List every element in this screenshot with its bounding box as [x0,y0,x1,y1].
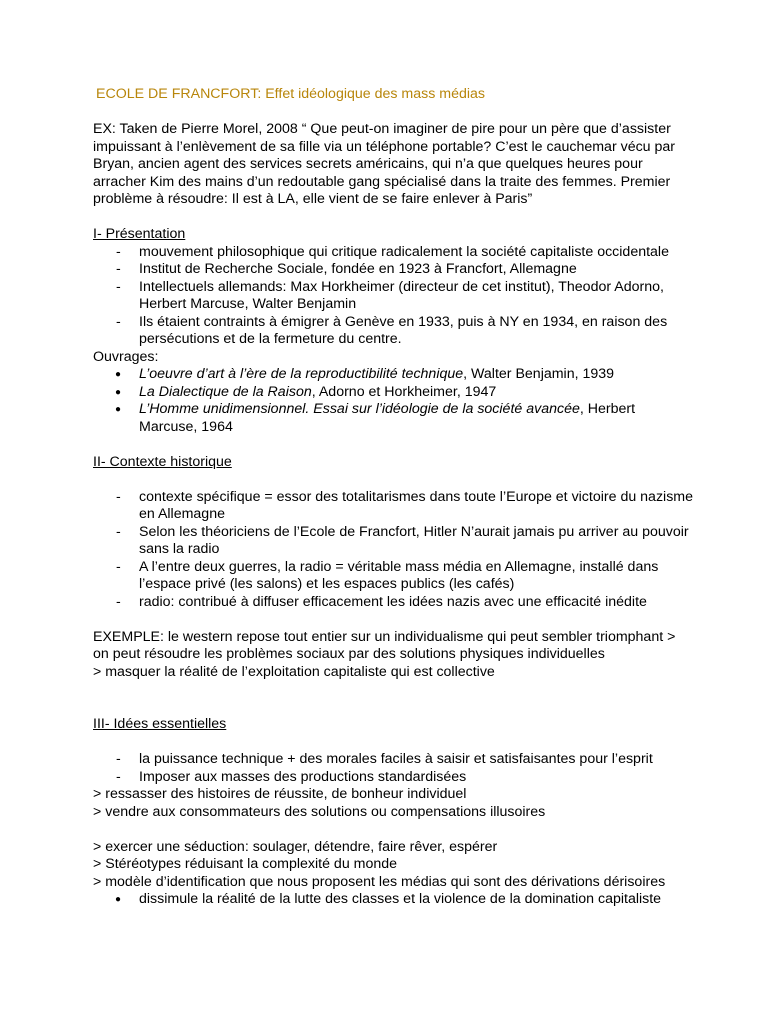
ideas-list [93,751,693,786]
list-item: - Ils étaient contraints à émigrer à Genève en 1933, puis à NY en 1934, en raison des persécutions et de la fermeture du centre. [116,313,668,347]
idea-line: > modèle d’identification que nous proposent les médias qui sont des dérivations dérisoires [93,873,666,890]
document-title: ECOLE DE FRANCFORT: Effet idéologique des mass médias [96,86,485,102]
section-heading-context: II- Contexte historique [93,453,232,470]
list-item: - mouvement philosophique qui critique radicalement la société capitaliste occidentale [116,243,669,260]
section-heading-presentation: I- Présentation [93,226,186,242]
list-item: - Institut de Recherche Sociale, fondée en 1923 à Francfort, Allemagne [116,261,577,277]
idea-line: > exercer une séduction: soulager, détendre, faire rêver, espérer [93,838,498,855]
idea-line: > ressasser des histoires de réussite, de bonheur individuel [93,786,467,802]
list-item: - Selon les théoriciens de l’Ecole de Francfort, Hitler N’aurait jamais pu arriver au pouvoir sans la radio [116,523,689,557]
list-item: ● dissimule la réalité de la lutte des classes et la violence de la domination capitaliste [115,891,662,907]
intro-paragraph: EX: Taken de Pierre Morel, 2008 “ Que peut-on imaginer de pire pour un père que d’assister impuissant à l’enlèvement de sa fille via un téléphone portable? C’est le cauchemar vécu par Bryan, ancien agent des services secrets américains, qui n’a que quelques heures pour arracher Kim des mains d’un redoutable gang spécialisé dans la traite des femmes. Premier problème à résoudre: Il est à LA, elle vient de se faire enlever à Paris” [93,121,676,207]
idea-line: > Stéréotypes réduisant la complexité du monde [93,856,398,872]
work-item: ● L’Homme unidimensionnel. Essai sur l’idéologie de la société avancée, Herbert Marcuse, 1964 [115,401,636,435]
ideas-bullet-list [93,891,693,909]
example-paragraph: EXEMPLE: le western repose tout entier sur un individualisme qui peut sembler triomphant > on peut résoudre les problèmes sociaux par des solutions physiques individuelles [93,628,676,662]
works-label: Ouvrages: [93,348,159,365]
works-list [93,366,693,436]
idea-line: > vendre aux consommateurs des solutions ou compensations illusoires [93,803,546,820]
list-item: - la puissance technique + des morales faciles à saisir et satisfaisantes pour l’esprit [116,751,653,767]
context-list [93,489,693,612]
list-item: - Intellectuels allemands: Max Horkheimer (directeur de cet institut), Theodor Adorno, Herbert Marcuse, Walter Benjamin [116,278,664,312]
work-item: ● L’oeuvre d’art à l’ère de la reproductibilité technique, Walter Benjamin, 1939 [115,366,615,382]
work-title: L’Homme unidimensionnel. Essai sur l’idéologie de la société avancée [139,401,580,417]
list-item: - Imposer aux masses des productions standardisées [116,768,467,785]
presentation-list [93,244,693,349]
list-item: - radio: contribué à diffuser efficacement les idées nazis avec une efficacité inédite [116,593,647,610]
section-heading-ideas: III- Idées essentielles [93,716,227,732]
example-line: > masquer la réalité de l’exploitation capitaliste qui est collective [93,663,495,680]
document-body [93,86,693,909]
work-title: L’oeuvre d’art à l’ère de la reproductibilité technique [139,366,464,382]
list-item: - contexte spécifique = essor des totalitarismes dans toute l’Europe et victoire du nazisme en Allemagne [116,488,693,522]
work-item: ● La Dialectique de la Raison, Adorno et Horkheimer, 1947 [115,383,497,400]
work-title: La Dialectique de la Raison [139,383,312,400]
list-item: - A l’entre deux guerres, la radio = véritable mass média en Allemagne, installé dans l’espace privé (les salons) et les espaces publics (les cafés) [116,558,659,592]
